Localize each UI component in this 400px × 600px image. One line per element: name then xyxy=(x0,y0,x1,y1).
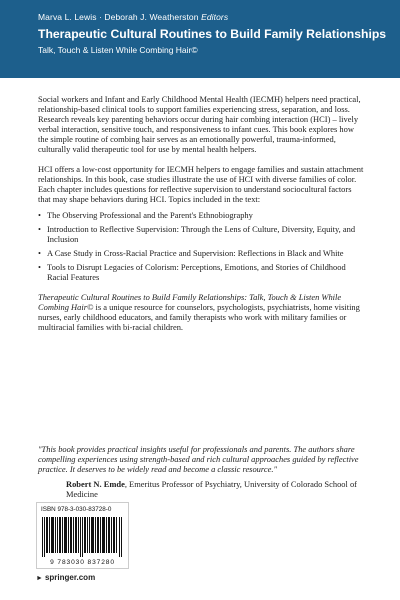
topic-item xyxy=(38,248,366,258)
bullet-icon: • xyxy=(38,262,41,273)
isbn-text: ISBN 978-3-030-83728-0 xyxy=(41,506,112,513)
endorsement xyxy=(38,444,366,499)
topic-item xyxy=(38,262,366,282)
description-paragraph-1: Social workers and Infant and Early Childhood Mental Health (IECMH) helpers need practical, relationship-based clinical tools to support families experiencing stress, separation, and loss. Research reveals key parenting behaviors occur during hair combing interaction (HCI) – lively verbal interaction, sensitive touch, and responsiveness to infant cues. This book explores how the simple routine of combing hair serves as an emotionally powerful, trauma-informed, culturally valid therapeutic tool for use by mental health helpers. xyxy=(38,94,361,155)
endorser-affiliation: , Emeritus Professor of Psychiatry, University of Colorado School of Medicine xyxy=(66,479,357,500)
description-paragraph-2: HCI offers a low-cost opportunity for IECMH helpers to engage families and sustain attachment relationships. In this book, case studies illustrate the use of HCI with diverse families of color. Each chapter includes questions for reflective supervision to understand sociocultural factors that may shape behaviors during HCI. Topics included in the text: xyxy=(38,163,364,204)
book-subtitle: Talk, Touch & Listen While Combing Hair© xyxy=(38,45,198,55)
endorsement-quote: "This book provides practical insights useful for professionals and parents. The authors share compelling experiences using strength-based and rich cultural approaches guided by reflective practice. It deserves to be widely read and become a classic resource." xyxy=(38,444,359,475)
description-paragraph-3 xyxy=(38,292,366,332)
editors-label: Editors xyxy=(201,12,229,22)
topic-text: A Case Study in Cross-Racial Practice and Supervision: Reflections in Black and White xyxy=(47,248,344,259)
bullet-icon: • xyxy=(38,224,41,235)
topic-text: Tools to Disrupt Legacies of Colorism: Perceptions, Emotions, and Stories of Childhood Racial Features xyxy=(47,262,346,283)
bullet-icon: • xyxy=(38,209,41,220)
arrow-right-icon: ► xyxy=(36,575,43,582)
topic-text: Introduction to Reflective Supervision: Through the Lens of Culture, Diversity, Equity, and Inclusion xyxy=(47,224,356,245)
description xyxy=(38,94,366,341)
bullet-icon: • xyxy=(38,248,41,259)
editors-names: Marva L. Lewis · Deborah J. Weatherston xyxy=(38,12,199,22)
editors-line xyxy=(38,12,228,22)
topic-item xyxy=(38,224,366,244)
isbn-barcode xyxy=(36,502,129,569)
publisher-url: springer.com xyxy=(44,573,96,582)
book-title: Therapeutic Cultural Routines to Build Family Relationships xyxy=(38,27,387,41)
topics-list xyxy=(38,210,366,283)
paragraph-3-text: is a unique resource for counselors, psychologists, psychiatrists, home visiting nurses, early childhood educators, and family therapists who work with military families or multiracial families with bi-racial children. xyxy=(38,301,360,332)
topic-item xyxy=(38,210,366,220)
header-band xyxy=(0,0,400,78)
barcode-icon xyxy=(42,517,123,557)
endorsement-attribution xyxy=(66,479,366,499)
endorser-name: Robert N. Emde xyxy=(66,479,125,490)
barcode-digits: 9 783030 837280 xyxy=(50,559,115,566)
topic-text: The Observing Professional and the Parent's Ethnobiography xyxy=(47,209,253,220)
book-title-italic: Therapeutic Cultural Routines to Build Family Relationships: Talk, Touch & Listen While Combing Hair© xyxy=(38,291,342,312)
publisher-link[interactable] xyxy=(36,573,95,582)
